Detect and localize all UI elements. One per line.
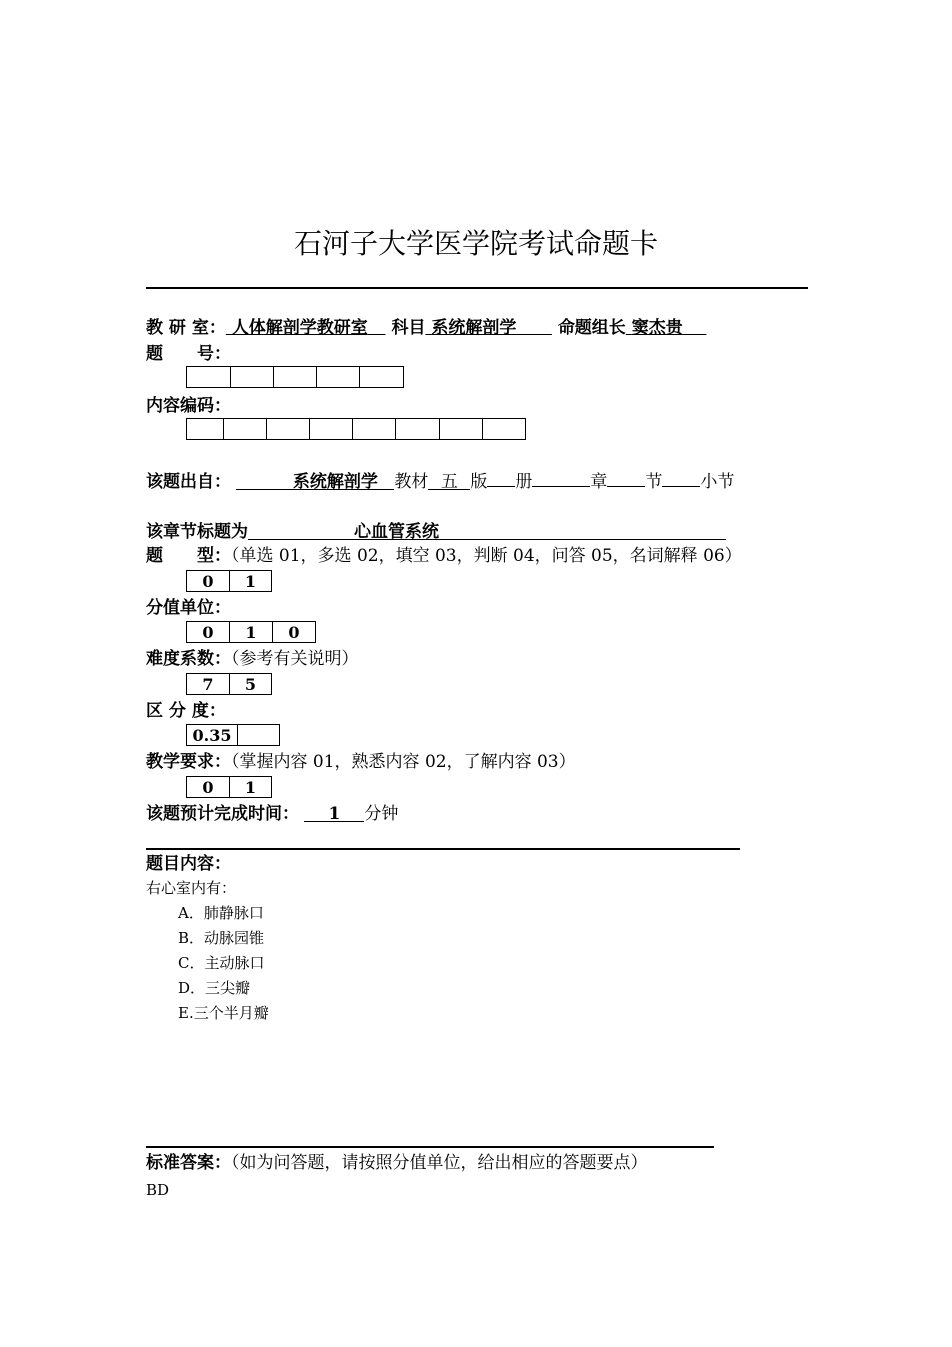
content-code-cell <box>482 418 526 440</box>
option-e: E.三个半月瓣 <box>178 1004 269 1022</box>
qtype-digit: 1 <box>229 570 272 592</box>
qtype-label: 题 型： <box>146 546 231 566</box>
answer-row <box>146 1152 648 1174</box>
subsection-label: 小节 <box>700 472 735 492</box>
edition-label: 版 <box>470 472 488 492</box>
content-code-cell <box>352 418 395 440</box>
page-title: 石河子大学医学院考试命题卡 <box>293 227 658 260</box>
question-no-boxes <box>186 366 404 389</box>
content-code-cell <box>223 418 266 440</box>
score-unit-digit: 0 <box>186 621 229 643</box>
difficulty-row <box>146 648 359 670</box>
leader-value: 窦杰贵 <box>631 318 683 338</box>
qtype-hint: （单选 01，多选 02，填空 03，判断 04，问答 05，名词解释 06） <box>231 546 742 566</box>
difficulty-digit: 7 <box>186 673 229 695</box>
difficulty-digit: 5 <box>229 673 272 695</box>
textbook-label: 教材 <box>394 472 429 492</box>
subject-value: 系统解剖学 <box>431 318 517 338</box>
discrimination-cell <box>237 724 280 746</box>
qtype-boxes <box>186 570 272 593</box>
discrimination-label: 区 分 度： <box>146 701 226 721</box>
volume-blank <box>487 470 515 487</box>
subsection-blank <box>662 470 700 487</box>
chapter-blank <box>532 470 590 487</box>
content-code-cell <box>439 418 482 440</box>
score-unit-digit: 1 <box>229 621 272 643</box>
chapter-value: 心血管系统 <box>248 523 726 540</box>
option-b: B．动脉园锥 <box>178 929 265 947</box>
time-label: 该题预计完成时间： <box>146 804 299 824</box>
score-unit-digit: 0 <box>272 621 316 643</box>
requirement-row <box>146 751 576 773</box>
content-divider <box>146 848 740 850</box>
requirement-label: 教学要求： <box>146 752 231 772</box>
section-label: 节 <box>645 472 663 492</box>
content-code-cell <box>309 418 352 440</box>
qtype-row <box>146 545 742 567</box>
requirement-digit: 0 <box>186 776 229 798</box>
leader-label: 命题组长 <box>557 318 626 338</box>
content-code-cell <box>395 418 439 440</box>
volume-label: 册 <box>515 472 533 492</box>
option-a: A．肺静脉口 <box>178 904 264 922</box>
time-row <box>146 803 398 825</box>
answer-value: BD <box>146 1181 170 1199</box>
answer-hint: （如为问答题，请按照分值单位，给出相应的答题要点） <box>231 1153 648 1173</box>
discrimination-value: 0.35 <box>186 724 237 746</box>
score-unit-boxes <box>186 621 316 644</box>
content-code-cell <box>266 418 309 440</box>
question-no-cell <box>359 366 404 388</box>
content-label: 题目内容： <box>146 854 231 874</box>
difficulty-boxes <box>186 673 272 696</box>
content-code-label: 内容编码： <box>146 396 231 416</box>
edition-value: 五 <box>428 473 470 490</box>
question-no-cell <box>186 366 230 388</box>
score-unit-label: 分值单位： <box>146 598 231 618</box>
section-blank <box>607 470 645 487</box>
content-code-cell <box>186 418 223 440</box>
option-c: C．主动脉口 <box>178 954 265 972</box>
question-no-cell <box>230 366 273 388</box>
source-label: 该题出自： <box>146 472 231 492</box>
requirement-digit: 1 <box>229 776 272 798</box>
question-no-cell <box>316 366 359 388</box>
question-no-label: 题 号： <box>146 344 231 364</box>
chapter-label: 该章节标题为 <box>146 522 248 542</box>
difficulty-hint: （参考有关说明） <box>231 649 359 669</box>
discrimination-boxes <box>186 724 280 747</box>
subject-label: 科目 <box>391 318 426 338</box>
header-row <box>146 317 706 339</box>
source-book: 系统解剖学 <box>236 473 394 490</box>
chapter-label: 章 <box>590 472 608 492</box>
dept-label: 教 研 室： <box>146 318 226 338</box>
chapter-row <box>146 521 726 543</box>
requirement-boxes <box>186 776 272 799</box>
time-unit: 分钟 <box>364 804 399 824</box>
title-divider <box>146 287 808 289</box>
requirement-hint: （掌握内容 01，熟悉内容 02，了解内容 03） <box>231 752 576 772</box>
source-row <box>146 470 734 493</box>
question-stem: 右心室内有： <box>146 879 237 897</box>
question-no-cell <box>273 366 316 388</box>
difficulty-label: 难度系数： <box>146 649 231 669</box>
time-value: 1 <box>304 805 364 822</box>
option-d: D．三尖瓣 <box>178 979 251 997</box>
answer-divider <box>146 1146 714 1148</box>
dept-value: 人体解剖学教研室 <box>231 318 368 338</box>
content-code-boxes <box>186 418 526 441</box>
qtype-digit: 0 <box>186 570 229 592</box>
answer-label: 标准答案： <box>146 1153 231 1173</box>
